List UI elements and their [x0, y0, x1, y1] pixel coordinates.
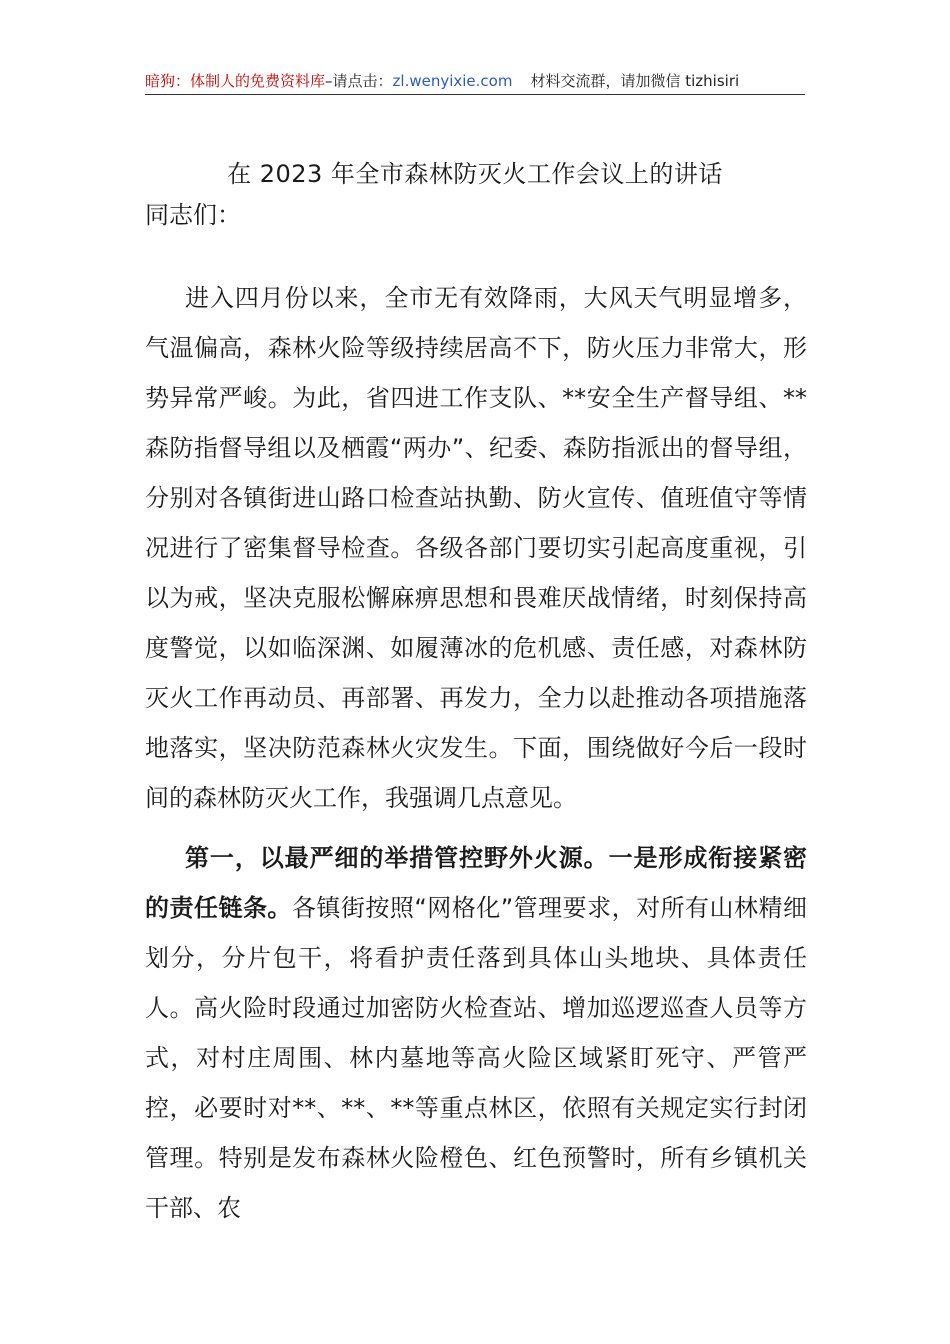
header-site-name: 暗狗：体制人的免费资料库 — [145, 72, 326, 90]
first-point-body: 各镇街按照“网格化”管理要求，对所有山林精细划分，分片包干，将看护责任落到具体山头地块、具体责任人。高火险时段通过加密防火检查站、增加巡逻巡查人员等方式，对村庄周围、林内墓地等高火险区域紧盯死守、严管严控，必要时对**、**、**等重点林区，依照有关规定实行封闭管理。特别是发布森林火险橙色、红色预警时，所有乡镇机关干部、农 — [145, 894, 807, 1222]
paragraph-first-point — [145, 833, 807, 1233]
header-wechat-note: 材料交流群，请加微信 tizhisiri — [530, 72, 740, 90]
first-point-heading: 第一，以最严细的举措管控野外火源。一是形成衔接紧密的责任链条。 — [145, 844, 807, 922]
page-header — [145, 68, 805, 95]
paragraph-intro: 进入四月份以来，全市无有效降雨，大风天气明显增多，气温偏高，森林火险等级持续居高不下，防火压力非常大，形势异常严峻。为此，省四进工作支队、**安全生产督导组、**森防指督导组以及栖霞“两办”、纪委、森防指派出的督导组，分别对各镇街进山路口检查站执勤、防火宣传、值班值守等情况进行了密集督导检查。各级各部门要切实引起高度重视，引以为戒，坚决克服松懈麻痹思想和畏难厌战情绪，时刻保持高度警觉，以如临深渊、如履薄冰的危机感、责任感，对森林防灭火工作再动员、再部署、再发力，全力以赴推动各项措施落地落实，坚决防范森林火灾发生。下面，围绕做好今后一段时间的森林防灭火工作，我强调几点意见。 — [145, 284, 807, 812]
document-title: 在 2023 年全市森林防灭火工作会议上的讲话 — [227, 160, 723, 188]
header-site-link[interactable]: zl.wenyixie.com — [392, 72, 513, 90]
salutation: 同志们： — [145, 201, 241, 229]
header-click-prompt: –请点击： — [325, 72, 393, 90]
